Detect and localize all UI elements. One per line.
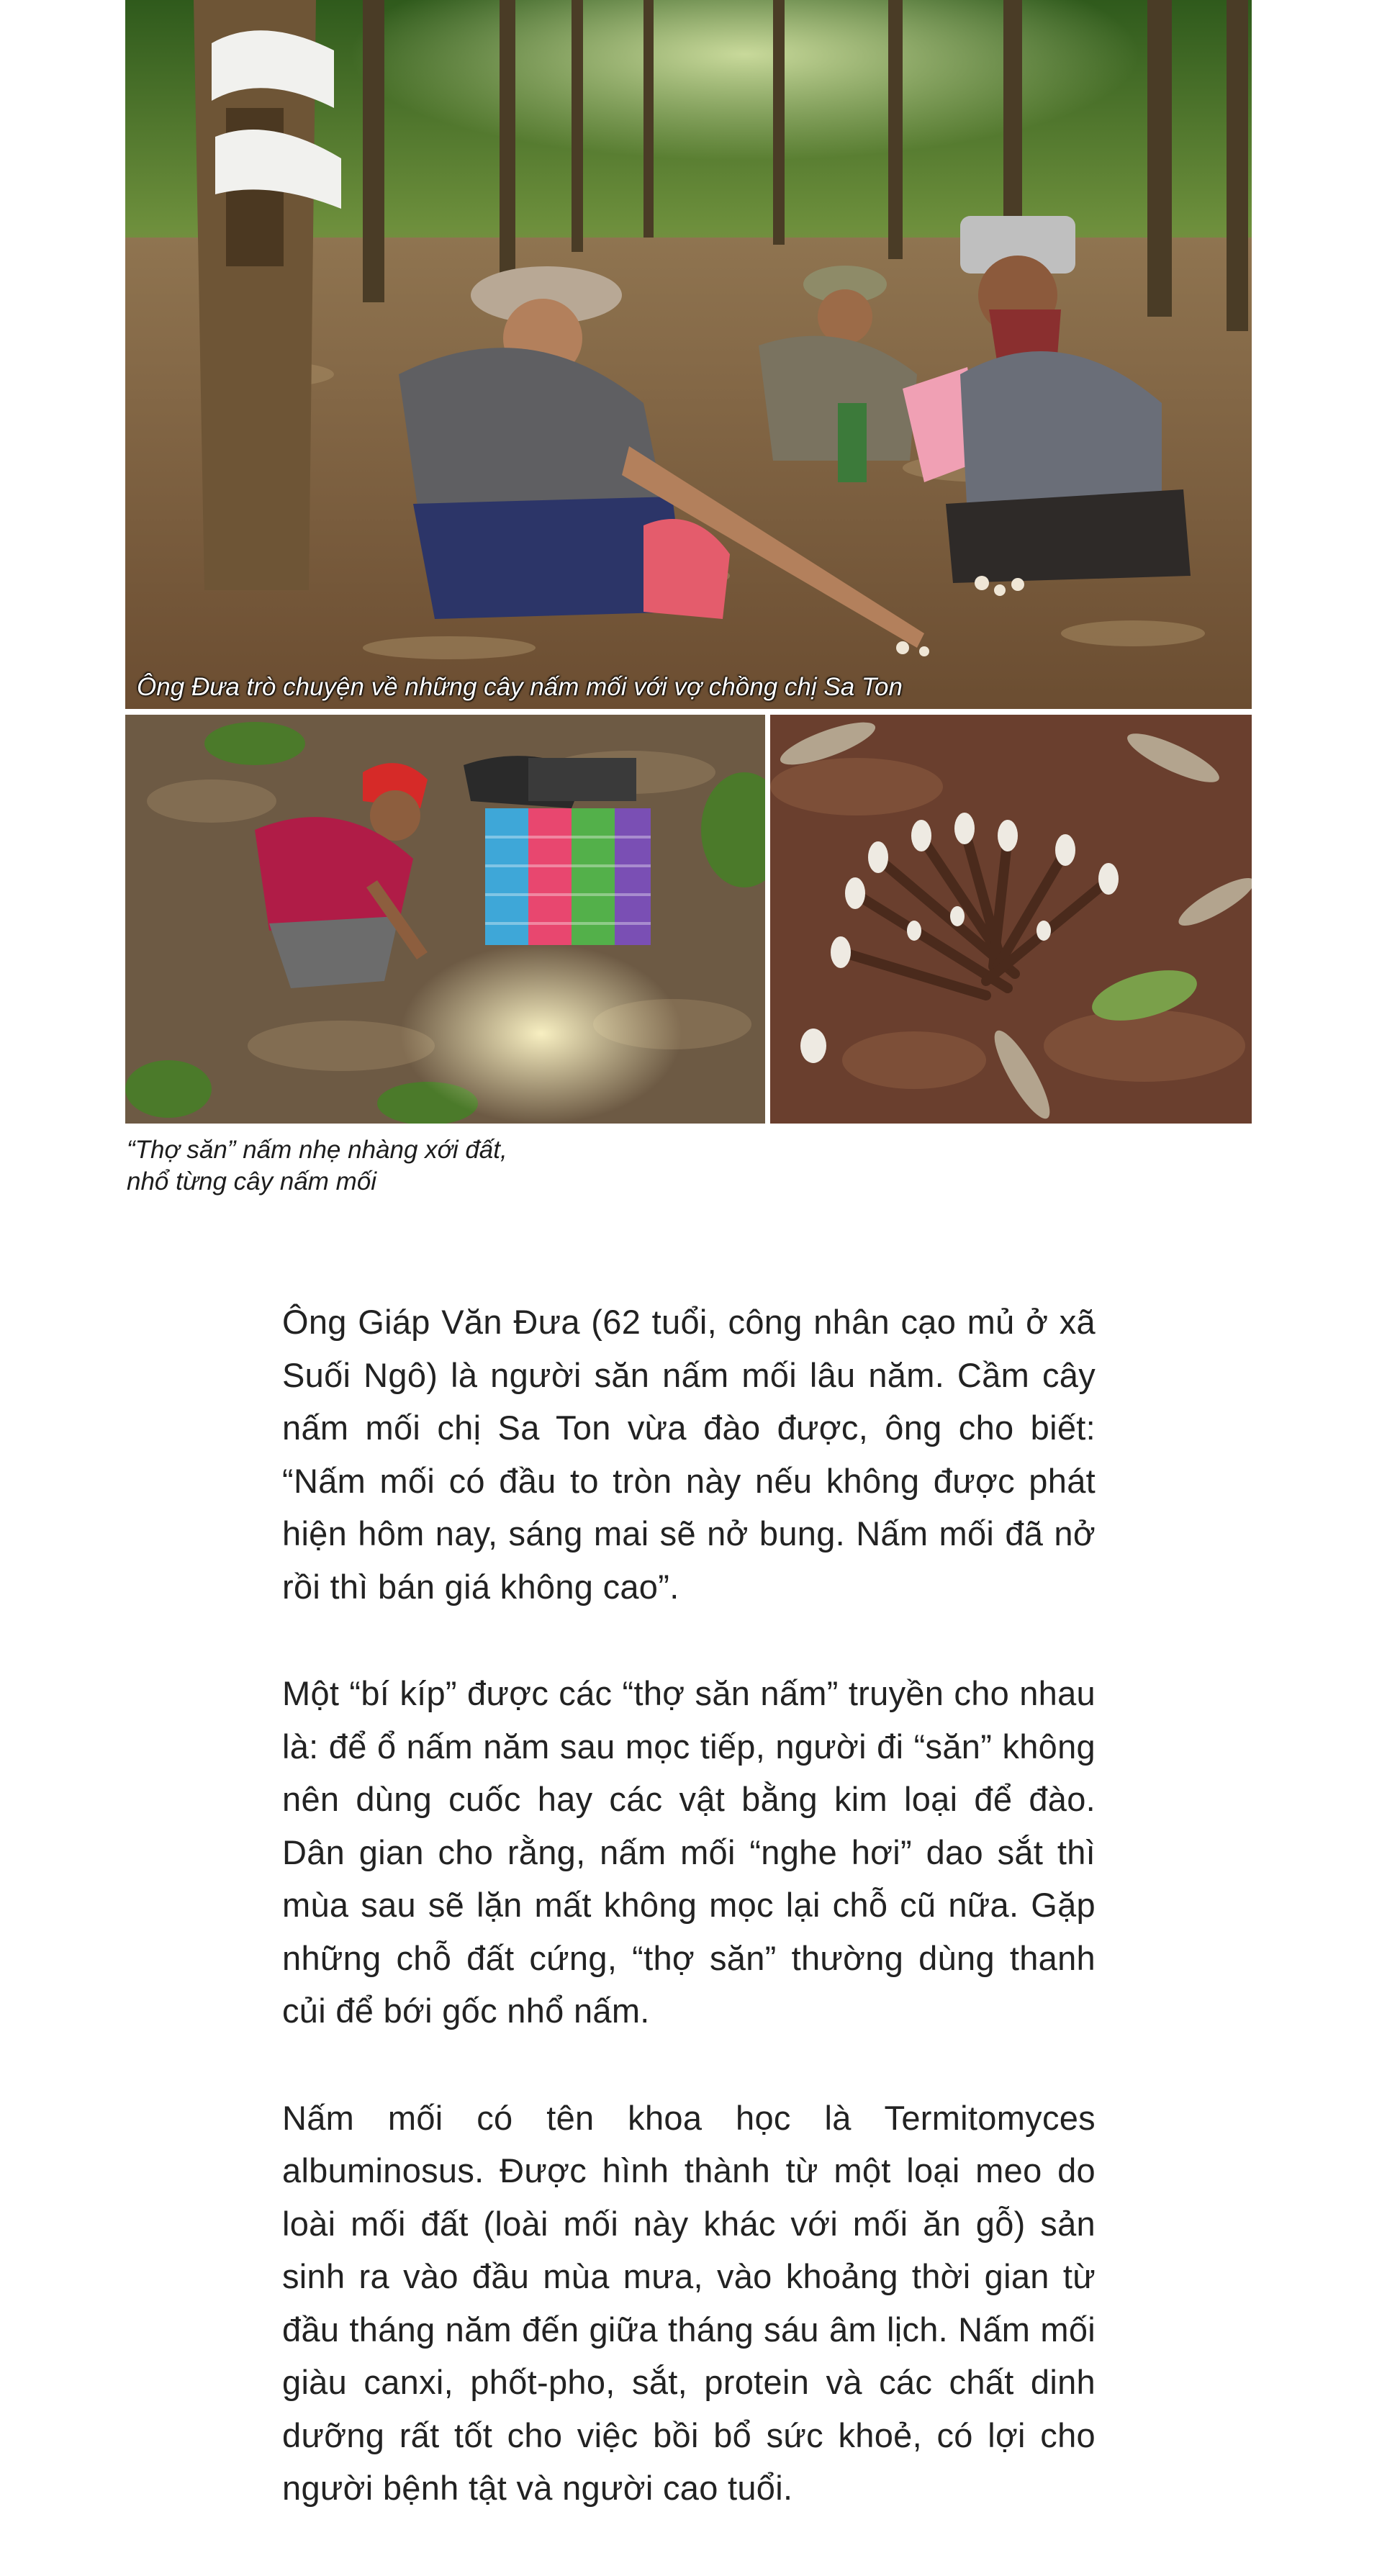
- photo-mushroom-hunters-talking: [125, 0, 1252, 709]
- article-paragraph-2: Một “bí kíp” được các “thợ săn nấm” truyền cho nhau là: để ổ nấm năm sau mọc tiếp, người đi “săn” không nên dùng cuốc hay các vật bằng kim loại để đào. Dân gian cho rằng, nấm mối “nghe hơi” dao sắt thì mùa sau sẽ lặn mất không mọc lại chỗ cũ nữa. Gặp những chỗ đất cứng, “thợ săn” thường dùng thanh củi để bới gốc nhổ nấm.: [282, 1674, 1096, 2030]
- photo-overlay-caption: Ông Đưa trò chuyện về những cây nấm mối với vợ chồng chị Sa Ton: [137, 673, 903, 701]
- article-paragraph-1: Ông Giáp Văn Đưa (62 tuổi, công nhân cạo mủ ở xã Suối Ngô) là người săn nấm mối lâu năm. Cầm cây nấm mối chị Sa Ton vừa đào được, ông cho biết: “Nấm mối có đầu to tròn này nếu không được phát hiện hôm nay, sáng mai sẽ nở bung. Nấm mối đã nở rồi thì bán giá không cao”.: [282, 1303, 1096, 1606]
- article-body: [282, 1296, 1096, 2569]
- photo-hunter-digging: [125, 715, 765, 1124]
- photo-caption-line-2: nhổ từng cây nấm mối: [127, 1167, 377, 1196]
- photo-top-illustration: [125, 0, 1252, 709]
- photo-caption: [127, 1134, 507, 1198]
- photo-termite-mushrooms: [770, 715, 1252, 1124]
- photo-bottom-right-illustration: [770, 715, 1252, 1124]
- photo-bottom-left-illustration: [125, 715, 765, 1124]
- photo-caption-line-1: “Thợ săn” nấm nhẹ nhàng xới đất,: [127, 1136, 507, 1164]
- article-paragraph-3: Nấm mối có tên khoa học là Termitomyces albuminosus. Được hình thành từ một loại meo do loài mối đất (loài mối này khác với mối ăn gỗ) sản sinh ra vào đầu mùa mưa, vào khoảng thời gian từ đầu tháng năm đến giữa tháng sáu âm lịch. Nấm mối giàu canxi, phốt-pho, sắt, protein và các chất dinh dưỡng rất tốt cho việc bồi bổ sức khoẻ, có lợi cho người bệnh tật và người cao tuổi.: [282, 2098, 1096, 2507]
